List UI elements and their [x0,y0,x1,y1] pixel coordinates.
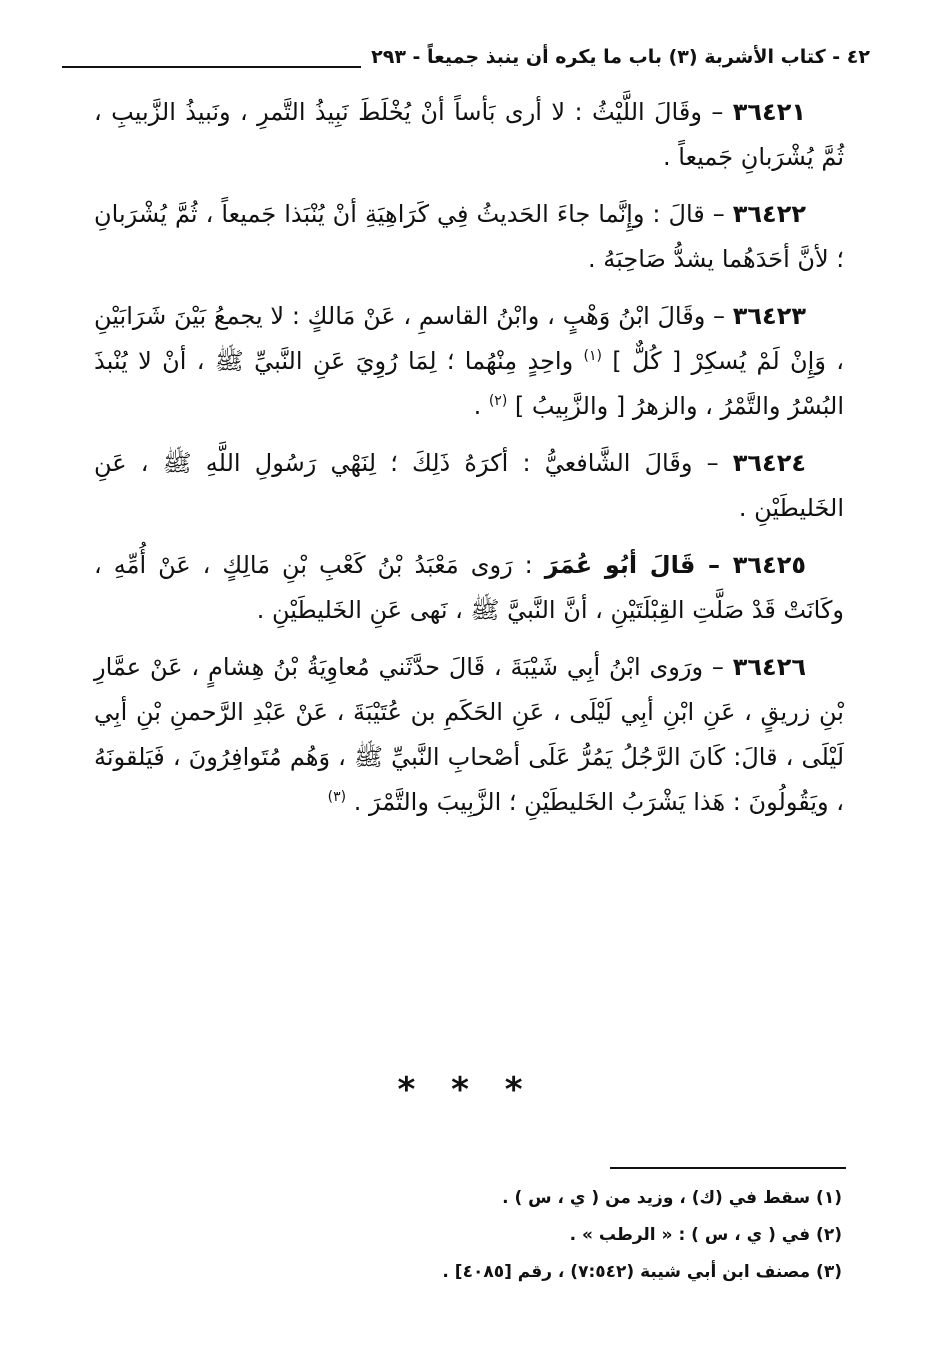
section-separator: * * * [397,1070,535,1110]
paragraph-36425 [94,543,844,633]
header-title: ٤٢ - كتاب الأشربة (٣) باب ما يكره أن ينبذ جميعاً - ٢٩٣ [371,46,870,68]
paragraph-36422 [94,192,844,282]
running-header [62,36,870,70]
paragraph-number: ٣٦٤٢٥ [732,551,807,579]
paragraph-text: – وقَالَ اللَّيْثُ : لا أرى بَأساً أنْ يُخْلَطَ نَبِيذُ التَّمرِ ، ونَبيذُ الزَّبيبِ ، ثُمَّ يُشْرَبانِ جَميعاً . [94,98,844,171]
header-rule [62,66,361,68]
paragraph-text: – ورَوى ابْنُ أبِي شَيْبَةَ ، قَالَ حدَّثَني مُعاوِيَةُ بْنُ هِشامٍ ، عَنْ عمَّارِ بْنِ زريقٍ ، عَنِ ابْنِ أبِي لَيْلَى ، عَنِ الحَكَمِ بن عُتَيْبَةَ ، عَنْ عَبْدِ الرَّحمنِ بْنِ أبِي لَيْلَى ، قالَ: كَانَ الرَّجُلُ يَمُرُّ عَلَى أصْحابِ النَّبيِّ ﷺ ، وَهُم مُتَوافِرُونَ ، فَيَلقونَهُ ، ويَقُولُونَ : هَذا يَشْرَبُ الخَليطَيْنِ ؛ الزَّبِيبَ والتَّمْرَ . [94,653,844,816]
paragraph-number: ٣٦٤٢٢ [732,200,806,228]
paragraph-36426 [94,645,844,825]
footnote-2: (٢) في ( ي ، س ) : « الرطب » . [569,1225,842,1245]
paragraph-number: ٣٦٤٢١ [732,98,806,126]
paragraph-36421 [94,90,844,180]
paragraph-number: ٣٦٤٢٤ [732,449,806,477]
main-text [94,90,844,837]
paragraph-text-end: . [473,392,489,420]
paragraph-number: ٣٦٤٢٣ [732,302,806,330]
paragraph-text: – قالَ : وإِنَّما جاءَ الحَديثُ فِي كَرَاهِيَةِ أنْ يُنْبَذا جَميعاً ، ثُمَّ يُشْرَبانِ ؛ لأنَّ أحَدَهُما يشدُّ صَاحِبَهُ . [94,200,844,273]
footnote-ref-2: (٢) [488,393,508,409]
paragraph-text: : رَوى مَعْبَدُ بْنُ كَعْبِ بْنِ مَالِكٍ ، عَنْ أُمِّهِ ، وكَانَتْ قَدْ صَلَّتِ القِبْلَتَيْنِ ، أنَّ النَّبيَّ ﷺ ، نَهى عَنِ الخَليطَيْنِ . [94,551,844,624]
footnotes [82,1180,842,1291]
footnote-ref-1: (١) [583,348,602,364]
speaker-lead: – قَالَ أبُو عُمَرَ [544,551,733,579]
paragraph-text-cont: واحِدٍ مِنْهُما ؛ لِمَا رُوِيَ عَنِ النَّبيِّ ﷺ ، أنْ لا يُنْبذَ البُسْرُ والتَّمْرُ ، والزهرُ [ والزَّبِيبُ ] [94,347,844,420]
footnote-ref-3: (٣) [327,789,347,805]
paragraph-number: ٣٦٤٢٦ [732,653,806,681]
footnote-3: (٣) مصنف ابن أبي شيبة (٧:٥٤٢) ، رقم [٤٠٨٥] . [442,1262,842,1282]
footnote-1: (١) سقط في (ك) ، وزيد من ( ي ، س ) . [502,1188,842,1208]
paragraph-36423 [94,294,844,429]
footnote-rule [610,1167,846,1169]
paragraph-text: – وقَالَ ابْنُ وَهْبٍ ، وابْنُ القاسمِ ، عَنْ مَالكٍ : لا يجمعُ بَيْنَ شَرَابَيْنِ ، وَإِنْ لَمْ يُسكِرْ [ كُلٌّ ] [94,302,845,375]
paragraph-text: – وقَالَ الشَّافعيُّ : أكرَهُ ذَلِكَ ؛ لِنَهْي رَسُولِ اللَّهِ ﷺ ، عَنِ الخَليطَيْنِ . [94,449,844,522]
paragraph-36424 [94,441,844,531]
